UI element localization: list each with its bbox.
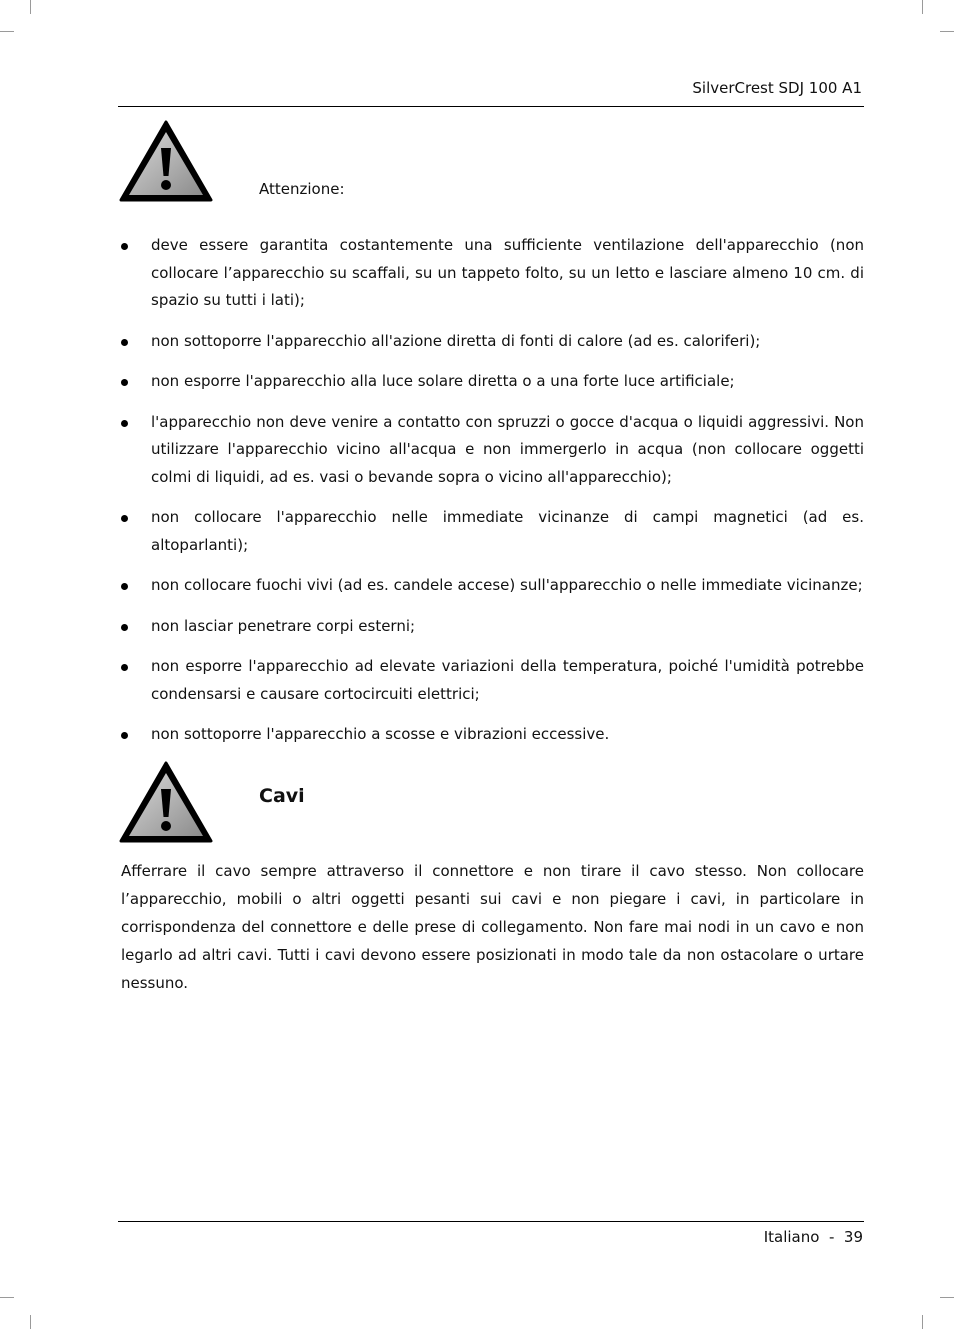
footer-page-number: Italiano - 39 xyxy=(763,1228,863,1246)
list-item-text: non sottoporre l'apparecchio a scosse e vibrazioni eccessive. xyxy=(151,725,610,743)
list-item-text: deve essere garantita costantemente una sufficiente ventilazione dell'apparecchio (non collocare l’apparecchio su scaffali, su un tappeto folto, su un letto e lasciare almeno 10 cm. di spazio su tutti i lati); xyxy=(151,236,864,309)
list-item xyxy=(121,721,864,749)
list-item xyxy=(121,232,864,315)
crop-mark xyxy=(0,31,14,32)
list-item-text: non esporre l'apparecchio alla luce solare diretta o a una forte luce artificiale; xyxy=(151,372,735,390)
header-product-title: SilverCrest SDJ 100 A1 xyxy=(692,79,862,97)
bullet-dot-icon xyxy=(121,243,128,250)
crop-mark xyxy=(30,1315,31,1329)
crop-mark xyxy=(30,0,31,14)
list-item xyxy=(121,653,864,708)
header-rule xyxy=(118,106,864,107)
footer-rule xyxy=(118,1221,864,1222)
list-item xyxy=(121,572,864,600)
bullet-dot-icon xyxy=(121,420,128,427)
crop-mark xyxy=(940,1297,954,1298)
list-item-text: non esporre l'apparecchio ad elevate variazioni della temperatura, poiché l'umidità potrebbe condensarsi e causare cortocircuiti elettrici; xyxy=(151,657,864,703)
list-item xyxy=(121,368,864,396)
list-item-text: l'apparecchio non deve venire a contatto con spruzzi o gocce d'acqua o liquidi aggressivi. Non utilizzare l'apparecchio vicino all'acqua e non immergerlo in acqua (non collocare oggetti colmi di liquidi, ad es. vasi o bevande sopra o vicino all'apparecchio); xyxy=(151,412,864,486)
crop-mark xyxy=(922,0,923,14)
list-item xyxy=(121,504,864,559)
list-item-text: non collocare l'apparecchio nelle immediate vicinanze di campi magnetici (ad es. altoparlanti); xyxy=(151,508,864,554)
list-item xyxy=(121,409,864,492)
bullet-dot-icon xyxy=(121,339,128,346)
list-item xyxy=(121,613,864,641)
bullet-dot-icon xyxy=(121,664,128,671)
warning-triangle-icon xyxy=(119,120,213,202)
section-body: Afferrare il cavo sempre attraverso il connettore e non tirare il cavo stesso. Non collocare l’apparecchio, mobili o altri oggetti pesanti sui cavi e non piegare i cavi, in particolare in corrispondenza del connettore e delle prese di collegamento. Non fare mai nodi in un cavo e non legarlo ad altri cavi. Tutti i cavi devono essere posizionati in modo tale da non ostacolare o urtare nessuno. xyxy=(121,862,864,992)
crop-mark xyxy=(922,1315,923,1329)
bullet-dot-icon xyxy=(121,583,128,590)
bullet-dot-icon xyxy=(121,515,128,522)
attention-label: Attenzione: xyxy=(259,180,345,198)
crop-mark xyxy=(0,1297,14,1298)
bullet-dot-icon xyxy=(121,624,128,631)
warning-triangle-icon xyxy=(119,761,213,843)
list-item xyxy=(121,328,864,356)
list-item-text: non collocare fuochi vivi (ad es. candele accese) sull'apparecchio o nelle immediate vicinanze; xyxy=(151,576,863,594)
section-title: Cavi xyxy=(259,785,305,807)
bullet-dot-icon xyxy=(121,732,128,739)
list-item-text: non lasciar penetrare corpi esterni; xyxy=(151,616,416,635)
bullet-dot-icon xyxy=(121,379,128,386)
list-item-text: non sottoporre l'apparecchio all'azione diretta di fonti di calore (ad es. caloriferi); xyxy=(151,331,761,350)
crop-mark xyxy=(940,31,954,32)
warning-list xyxy=(121,232,864,762)
